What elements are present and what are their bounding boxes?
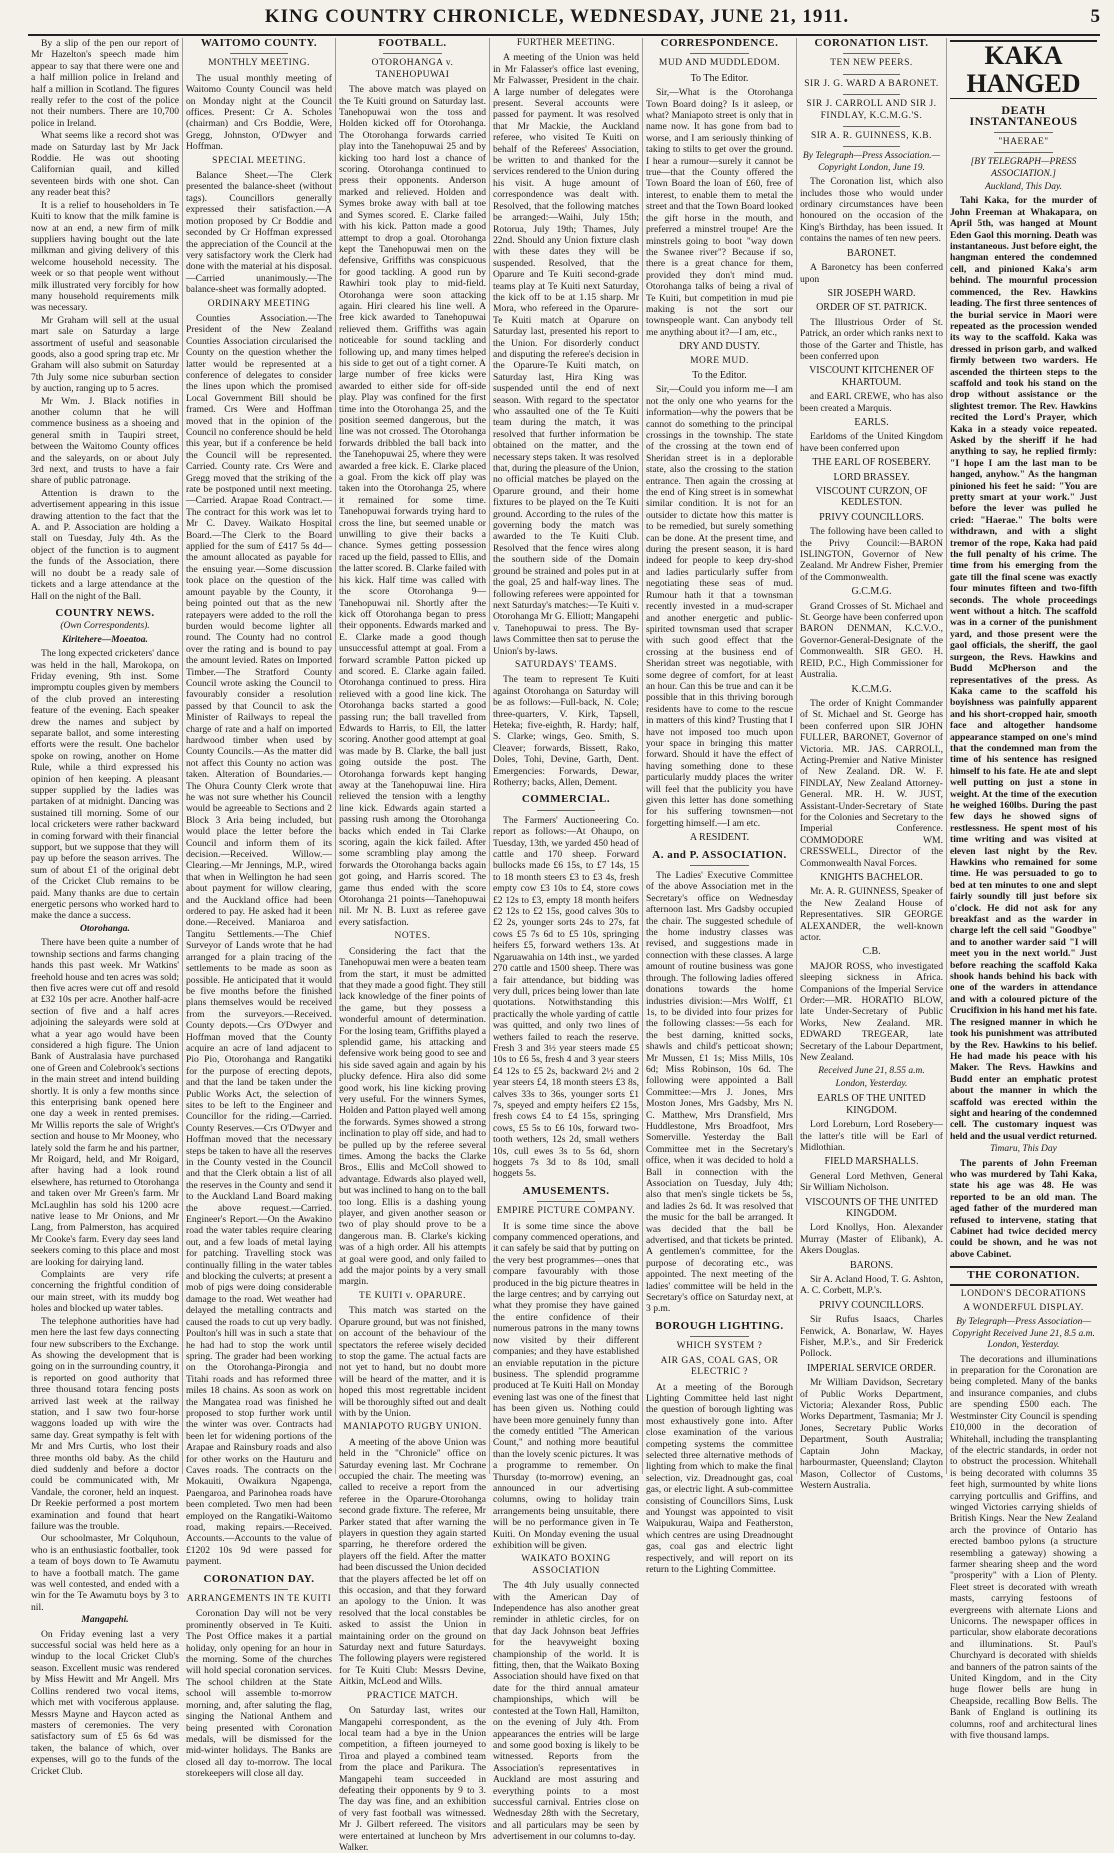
section-heading: AMUSEMENTS. xyxy=(522,1184,610,1197)
section-subheading: "HAERAE" xyxy=(998,136,1049,147)
section-subheading: SIR J. CARROLL AND SIR J. FINDLAY, K.C.M.G.'S. xyxy=(806,99,937,121)
dateline: [BY TELEGRAPH—PRESS ASSOCIATION.] xyxy=(970,157,1077,179)
paragraph: A Baronetcy has been conferred upon xyxy=(800,262,943,285)
article-heading: Mangapehi. xyxy=(81,1615,129,1626)
section-heading: BOROUGH LIGHTING. xyxy=(655,1319,784,1332)
page-number: 5 xyxy=(1090,6,1100,27)
divider xyxy=(230,53,288,54)
section-subheading: AIR GAS, COAL GAS, OR ELECTRIC ? xyxy=(660,1355,779,1378)
letter-signature: DRY AND DUSTY. xyxy=(679,341,760,353)
divider xyxy=(843,146,900,147)
paragraph: The Farmers' Auctioneering Co. report as follows:—At Ohaupo, on Tuesday, 13th, we yarded 450 head of cattle and 170 sheep. Forward bullocks made £6 15s, to £7 14s, 15 to 18 month steers £3 to £3 4s, fresh empty cow £3 10s to £4, store cows £2 12s to £3, empty 18 month heifers £2 12s to £2 15s, good calves 30s to £2 2s, younger sorts 24s to 27s, fat cows £5 7s 6d to £5 10s, springing heifers £5, forward wethers 13s. At Ngaruawahia on 14th inst., we yarded 270 cattle and 1500 sheep. There was a fair attendance, but bidding was very dull, prices being lower than late quotations. Notwithstanding this practically the whole yarding of cattle was quitted, and only two lines of wethers failed to reach the reserve. Fresh 3 and 3½ year steers made £5 10s to £6 5s, fresh 4 and 3 year steers £4 12s to £5 2s, backward 2½ and 2 year steers £4, 18 month steers £3 8s, calves 33s to 36s, younger sorts £1 7s, speyed and empty heifers £2 15s, fresh cows £4 to £4 15s, springing cows, £5 5s to £6 10s, forward two-tooth wethers, 12s 2d, small wethers 10s, cull ewes 3s to 5s 6d, shorn hoggets 7s 3d to 8s 10d, small hoggets 5s. xyxy=(493,814,639,1180)
column-7 xyxy=(946,38,1100,1742)
section-heading: CORRESPONDENCE. xyxy=(660,37,779,49)
paragraph: Sir,—Could you inform me—I am not the only one who yearns for the information—why the powers that be cannot do something to the principal crossings in the township. The state of the crossing at the town end of Sheridan street is in a deplorable state, also the crossing to the station entrance. Then again the crossing at the end of King street is in somewhat similar condition. It is not for an outsider to dictate how this matter is to be remedied, but surely something can be done. At the present time, and during the present season, it is hard indeed for people to keep dry-shod and ladies particularly suffer from negotiating these seas of mud. Rumour hath it that a townsman recently invested in a mud-scraper and another energetic and public-spirited townsman used that scraper with such good effect that the crossing at the business end of Sheridan street was negotiable, with some degree of comfort, for at least an hour. Can this be true and can it be possible that in this thriving borough residents have to come to the rescue in matters of this kind? Trusting that I have not imposed too much upon your space in bringing this matter forward. Should it have the effect of having something done to these particularly muddy places the writer will feel that the publicity you have given this letter has done something for his suffering townsmen—not forgetting himself.—I am etc. xyxy=(646,384,793,829)
honour-heading: ORDER OF ST. PATRICK. xyxy=(816,302,927,314)
paragraph: At a meeting of the Borough Lighting Committee held last night the question of borough lighting was most exhaustively gone into. After close examination of the various competing systems the committee selected three alternative methods of lighting from which to make the final selection, viz. Dreadnought gas, coal gas, or electric light. A sub-committee consisting of Councillors Sims, Lusk and Youngst was appointed to visit Waipukurau, Waipa and Featherston, which centres are using Dreadnought gas, coal gas and electric light respectively, and will report on its return to the Lighting Committee. xyxy=(646,1381,793,1575)
honour-heading: PRIVY COUNCILLORS. xyxy=(819,1299,924,1311)
section-heading: DEATH INSTANTANEOUS xyxy=(969,103,1078,129)
paragraph: A meeting of the above Union was held in the "Chronicle" office on Saturday evening last. Mr Cochrane occupied the chair. The meeting was called to receive a report from the referee in the Oparure-Otorohanga second grade fixture. The referee, Mr Parker stated that after warning the players in question they again started sparring, he therefore ordered the players off the field. After the matter had been discussed the Union decided that the players affected be let off on this occasion, and that they forward an apology to the Union. It was resolved that the local constables be asked to assist the Union in maintaining order on the ground on Saturday next and future Saturdays. The following players were registered for Te Kuiti Club: Messrs Devine, Aitkin, McLeod and Wills. xyxy=(339,1436,486,1688)
paragraph: The usual monthly meeting of Waitomo County Council was held on Monday night at the Council offices. Present: Cr A. Scholes (chairman) and Crs Boddie, Were, Gregg, Johnston, O'Dwyer and Hoffman. xyxy=(186,72,332,153)
paragraph: The Coronation list, which also includes those who would under ordinary circumstances have been honoured on the occasion of the King's Birthday, has been issued. It contains the names of ten new peers. xyxy=(800,176,943,245)
paragraph: The order of Knight Commander of St. Michael and St. George has been conferred upon SIR JOHN FULLER, BARONET, Governor of Victoria. MR. JAS. CARROLL, Acting-Premier and Native Minister of New Zealand. DR. W. F. FINDLAY, New Zealand Attorney-General. MR. H. W. JUST, Assistant-Under-Secretary of State for the Colonies and Secretary to the Imperial Conference. COMMODORE WM. CRESSWELL, Director of the Commonwealth Naval Forces. xyxy=(800,697,943,869)
divider xyxy=(843,126,900,127)
paragraph: Mr. A. R. GUINNESS, Speaker of the New Zealand House of Representatives. SIR GEORGE ALEXANDER, the well-known actor. xyxy=(800,886,943,944)
divider xyxy=(690,53,749,54)
masthead-rule xyxy=(28,34,1100,36)
honour-heading: PRIVY COUNCILLORS. xyxy=(819,511,924,523)
paragraph: Considering the fact that the Tanehopuwai men were a beaten team from the start, it must be admitted that they made a good fight. They still lack knowledge of the finer points of the game, but they possess a wonderful amount of determination. For the losing team, Griffiths played a splendid game, his attacking and defensive work being good to see and his side saved again and again by his plucky defence. Hira also did some good work, his line kicking proving very useful. For the winners Symes, Holden and Patton played well among the forwards. Symes showed a strong inclination to play off side, and had to be pulled up by the referee several times. Among the backs the Clarke Bros., Ellis and McColl showed to advantage. Edwards also played well, but was inclined to hang on to the ball too long. Ellis is a dashing young player, and given another season or two of play should prove to be a dangerous man. B. Clarke's kicking was of a high order. All his attempts at goal were good, and only failed to add the major points by a very small margin. xyxy=(339,945,486,1288)
letter-address: To The Editor. xyxy=(690,72,749,84)
newspaper-title: KING COUNTRY CHRONICLE, WEDNESDAY, JUNE 21, 1911. xyxy=(264,6,850,27)
section-subheading: MORE MUD. xyxy=(690,355,749,366)
paragraph: On Friday evening last a very successful social was held here as a windup to the local Cricket Club's season. Excellent music was rendered by Miss Hewitt and Mr Angell. Mrs Collins rendered two vocal items, which met with vociferous applause. Messrs Mayne and Haycon acted as masters of ceremonies. The very satisfactory sum of £5 6s 6d was taken, the balance of which, over expenses, will go to the funds of the Cricket Club. xyxy=(31,1628,179,1777)
honour-name: VISCOUNT CURZON, OF KEDLESTON. xyxy=(815,486,928,509)
divider xyxy=(843,94,900,95)
section-subheading: SIR A. R. GUINNESS, K.B. xyxy=(810,131,932,142)
section-subheading: MANIAPOTO RUGBY UNION. xyxy=(343,1422,482,1433)
article-heading: Otorohanga. xyxy=(80,923,130,934)
paragraph: Mr Graham will sell at the usual mart sale on Saturday a large assortment of useful and seasonable goods, also a good spring trap etc. Mr Graham will also submit on Saturday 7th July some nice suburban section by auction, ranging up to 5 acres. xyxy=(31,314,179,395)
section-subheading: MONTHLY MEETING. xyxy=(208,58,310,69)
page-columns xyxy=(28,37,1100,1853)
paragraph: This match was started on the Oparure ground, but was not finished, on account of the behaviour of the spectators the referee wisely decided to stop the game. The actual facts are not yet to hand, but no doubt more will be heard of the matter, and it is hoped this most regrettable incident will be thoroughly sifted out and dealt with by the Union. xyxy=(339,1305,486,1419)
paragraph: Counties Association.—The President of the New Zealand Counties Association circularised the County on the question whether the latter would be represented at a conference of delegates to consider the lines upon which the promised Local Government Bill should be framed. Crs Were and Hoffman moved that in the opinion of the Council no conference should be held this year, but if a conference be held the Council will be represented. Carried. County rate. Crs Were and Gregg moved that the striking of the rate be postponed until next meeting.—Carried. Arapae Road Contract.—The contract for this work was let to Mr C. Davey. Waikato Hospital Board.—The Clerk to the Board applied for the sum of £417 5s 4d—the amount allocated as payable for the ensuing year.—Some discussion took place on the question of the amount payable by the County, it being pointed out that as the new ratepayers were added to the roll the burden would become lighter all round. The County had no control over the rating and is bound to pay the amount levied. Rates on Imported Timber.—The Stratford County Council wrote asking the Council to favourably consider a resolution passed by that Council to ask the Minister of Railways to repeal the charge of rate and a half on imported hardwood timber when used by County Councils.—As the matter did not affect this County no action was taken. Alteration of Boundaries.—The Ohura County Clerk wrote that he was not sure whether his Council would be agreeable to Sections and 2 Block 3 Aria being included, but would place the letter before the Council and inform them of its decision.—Received. Willow.—Clearing.—Mr Jennings, M.P., wired that when in Wellington he had seen about payment for willow clearing, and the Auckland office had been ordered to pay. He asked had it been done.—Received. Maniaroa and Tangitu Settlements.—The Chief Surveyor of Lands wrote that he had arranged for a plain tracing of the settlements to be made as soon as possible. He anticipated that it would be five months before the finished plans themselves would be received from the surveyors.—Received. County depots.—Crs O'Dwyer and Hoffman moved that the County acquire an acre of land adjacent to Pio Pio, Otorohanga and Rangatiki for the purpose of erecting depots, and that the land be taken under the Public Works Act, the selection of sites to be left to the Engineer and Councillor for the riding.—Carried. County Reserves.—Crs O'Dwyer and Hoffman moved that the necessary steps be taken to have all the reserves in the County vested in the Council and that the Clerk obtain a list of all the reserves in the County and send it to the Auckland Land Board making the above request.—Carried. Engineer's Report.—On the Awakino road the water tables require clearing out, and a few loads of metal laying for patching. Travelling stock was continually filling in the water tables and blocking the culverts; at present a mob of pigs were doing considerable damage to the road. Wet weather had delayed the metalling contracts and caused the roads to cut up very badly. Poulton's hill was in such a state that he had had to stop the work until spring. The grader had been working on the Otorohanga-Pirongia and Titahi roads and has reformed three miles 18 chains. As soon as work on the Mangatea road was finished he proposed to stop further work until the winter was over. Contracts had been let for widening portions of the Arapae and Rainsbury roads and also for other works on the Hauturu and Caves roads. The contracts on the Mokauiti, Owaikura Ngapenga, Paengaroa, and Parinohea roads have been completed. Two men had been employed on the Rangatiki-Waitomo road, making repairs.—Received. Accounts.—Accounts to the value of £1202 10s 9d were passed for payment. xyxy=(186,312,332,1568)
paragraph: The Ladies' Executive Committee of the above Association met in the Secretary's office on Wednesday afternoon last. Mrs Gadsby occupied the chair. The suggested schedule of the home industry classes was revised, and suggestions made in connection with these classes. A large amount of routine business was gone through. The following ladies offered donations towards the home industries division:—Mrs Wolff, £1 1s, to be divided into four prizes for the following classes:—5s each for the best darning, knitted socks, shawls and child's petticoat shown; Mr Mussen, £1 1s; Miss Mills, 10s 6d; Miss Robinson, 10s 6d. The following were appointed a Ball Committee:—Mrs J. Jones, Mrs Moston Jones, Mrs Gadsby, Mrs N. C. Matthew, Mrs Dransfield, Mrs Huddlestone, Mrs Broadfoot, Mrs Somerville. Yesterday the Ball Committee met in the Secretary's office, when it was decided to hold a Ball in connection with the Association on Tuesday, July 4th; also that men's single tickets be 5s, and ladies 2s 6d. It was resolved that the music for the ball be arranged. It was decided that the ball be advertised, and that tickets be printed. A gentlemen's committee, for the purpose of decorating etc., was appointed. The next meeting of the ladies' committee will be held in the Secretary's office on Saturday next, at 3 p.m. xyxy=(646,870,793,1315)
honour-heading: VISCOUNTS OF THE UNITED KINGDOM. xyxy=(805,1196,938,1219)
column-2 xyxy=(182,37,335,1780)
paragraph: What seems like a record shot was made on Saturday last by Mr Jack Roddie. He was out shooting Californian quail, and killed seventeen birds with one shot. Can any reader beat this? xyxy=(31,130,179,199)
section-subheading: ARRANGEMENTS IN TE KUITI xyxy=(186,1594,332,1605)
honour-name: THE EARL OF ROSEBERY. xyxy=(812,457,931,469)
section-heading: COUNTRY NEWS. xyxy=(55,606,155,619)
dateline: By Telegraph—Press Association.—Copyright London, June 19. xyxy=(802,151,941,173)
divider xyxy=(843,53,900,54)
paragraph: The long expected cricketers' dance was held in the hall, Marokopa, on Friday evening, 9th inst. Some impromptu couples given by members of the club proved an interesting feature of the evening. Each speaker drew the names and subject by separate ballot, and some interesting efforts were the result. One bachelor spoke on rowing, another on Home Rule, while a third expressed his opinion of hen keeping. A pleasant supper supplied by the ladies was partaken of at midnight. Dancing was sustained till morning. Some of our local cricketers were rather backward in coming forward with their financial support, but we suppose that they will pay up before the season arrives. The sum of about £1 of the original debt of the Cricket Club remains to be paid. Many thanks are due to certain energetic persons who worked hard to make the dance a success. xyxy=(31,648,179,922)
paragraph: A meeting of the Union was held in Mr Falasser's office last evening, Mr Falwasser, President in the chair. A large number of delegates were present. Several accounts were passed for payment. It was resolved that Mr Mackie, the Auckland referee, who visited Te Kuiti on behalf of the Referees' Association, be written to and thanked for the services rendered to the Union during his visit. A huge amount of correspondence was dealt with. Resolved, that the following matches be arranged:—Waihi, July 15th; Rotorua, July 19th; Thames, July 22nd. Should any Union fixture clash with these dates they will be suspended. Resolved, that the Oparure and Te Kuiti second-grade teams play at Te Kuiti next Saturday, the kick off to be at 1.15 sharp. Mr Mora, who refereed in the Oparure-Te Kuiti match at Oparure on Saturday last, presented his report to the Union. For disorderly conduct and disputing the referee's decision in the Oparure-Te Kuiti match, on Saturday last, Hira King was suspended until the end of next season. With regard to the spectator who assaulted one of the Te Kuiti team during the match, it was resolved that further information be obtained on the matter, and the necessary steps taken. It was resolved that, during the pleasure of the Union, no official matches be played on the Oparure ground, and their home fixtures to be played on the Te Kuiti ground. According to the rules of the governing body the match was awarded to the Te Kuiti Club. Resolved that the fence wires along the southern side of the Domain ground be strained and poles put in at the goal, 25 and half-way lines. The following referees were appointed for next Saturday's matches:—Te Kuiti v. Otorohanga Mr G. Elliott; Mangapehi v. Tanehopuwai to press. The By-laws Committee then sat to peruse the Union's by-laws. xyxy=(493,52,640,657)
divider xyxy=(537,810,595,811)
section-subheading: NOTES. xyxy=(394,931,431,942)
paragraph: Grand Crosses of St. Michael and St. George have been conferred upon BARON DENMAN, K.C.V.O., Governor-General-Designate of the Commonwealth. SIR GEO. H. REID, P.C., High Commissioner for Australia. xyxy=(800,600,943,681)
divider xyxy=(843,74,900,75)
divider xyxy=(690,1336,749,1337)
paragraph: The parents of John Freeman who was murdered by Tahi Kaka, state his age was 48. He was reported to be an old man. The aged father of the murdered man refused to intervene, stating that Cabinet had twice decided mercy could be shown, and he was not above Cabinet. xyxy=(950,1157,1097,1260)
section-heading: COMMERCIAL. xyxy=(521,793,611,806)
paragraph: Mr Wm. J. Black notifies in another column that he will commence business as a shoeing and general smith in Taupiri street, between the Waitomo County offices and the saleyards, on or about July 3rd next, and trusts to have a fair share of public patronage. xyxy=(31,395,179,487)
section-subheading: WAIKATO BOXING ASSOCIATION xyxy=(521,1554,611,1576)
column-5 xyxy=(642,37,796,1575)
paragraph: The decorations and illuminations in preparation for the Coronation are being completed. Many of the banks and insurance companies, and clubs are spending £500 each. The Westminster City Council is spending £10,000 in the decoration of Whitehall, including the transplanting of the electric standards, in order not to obstruct the procession. Whitehall is being decorated with columns 35 feet high, surmounted by white lions carrying portcullis and Griffins, and winged Victories carrying shields of British Kings. Near the New Zealand arch the province of Ontario has erected bamboo pylons (a structure resembling a gateway) showing a farmer shearing sheep and the word "prosperity" with a Lion of Plenty. Fleet street is decorated with wreath masts, carrying festoons of evergreens with alternate Lions and Unicorns. The newspaper offices in particular, show elaborate decorations and illuminations. St. Paul's Churchyard is decorated with shields and banners of the patron saints of the United Kingdom, and in the City huge flower bells are hung in Cheapside, recalling Bow Bells. The Bank of England is outlining its columns, roof and architectural lines with five thousand lamps. xyxy=(950,1353,1097,1742)
honour-heading: BARONET. xyxy=(847,247,896,259)
section-subheading: SATURDAYS' TEAMS. xyxy=(514,659,618,670)
paragraph: Sir,—What is the Otorohanga Town Board doing? Is it asleep, or what? Maniapoto street is only that in name now. It has gone from bad to worse, and I am seriously thinking of taking to stilts to get over the ground. I hear a rumour—surely it cannot be true—that the County offered the Town Board the loan of £60, free of interest, to enable them to metal the street and that the Town Board looked the gift horse in the mouth, and preferred a minstrel troupe! Are the minstrels going to boot "way down the Swanee river"? Because if so, there is a great chance for them, provided they don't mind mud. Otorohanga talks of being a rival of Te Kuiti, but competition in mud pie making is not the sort our townspeople want. Can anybody tell me anything about it?—I am, etc., xyxy=(646,87,793,338)
column-1 xyxy=(28,38,182,1777)
paragraph: Mr William Davidson, Secretary of Public Works Department, Victoria; Alexander Ross, Public Works Department, Tasmania; Mr J. Jones, Secretary Public Works Department, South Australia; Captain John Mackay, harbourmaster, Queensland; Clayton Mason, Collector of Customs, Western Australia. xyxy=(800,1377,943,1491)
paragraph: The following have been called to the Privy Council:—BARON ISLINGTON, Governor of New Zealand. Mr Andrew Fisher, Premier of the Commonwealth. xyxy=(800,526,943,583)
section-heading: FOOTBALL. xyxy=(378,37,447,49)
headline: KAKA HANGED xyxy=(950,40,1097,99)
section-subheading: SIR J. G. WARD A BARONET. xyxy=(804,78,939,89)
dateline: Timaru, This Day xyxy=(990,1144,1057,1155)
section-subheading: ORDINARY MEETING xyxy=(207,298,311,309)
column-3 xyxy=(335,37,489,1853)
section-subheading: OTOROHANGA v. TANEHOPUWAI xyxy=(371,58,454,80)
section-heading: CORONATION LIST. xyxy=(814,37,929,49)
paragraph: Our schoolmaster, Mr Colquhoun, who is an enthusiastic footballer, took a team of boys down to Te Awamutu to have a football match. The game was well contested, and ended with a win for the Te Awamutu boys by 3 to nil. xyxy=(31,1533,179,1613)
masthead xyxy=(0,4,1114,34)
honour-name: LORD BRASSEY. xyxy=(833,471,910,483)
section-subheading: TEN NEW PEERS. xyxy=(830,58,913,69)
dateline: Received June 21, 8.55 a.m. xyxy=(818,1065,925,1076)
honour-heading: KNIGHTS BACHELOR. xyxy=(820,872,923,883)
section-subheading: MUD AND MUDDLEDOM. xyxy=(658,58,781,69)
divider xyxy=(230,1589,288,1590)
section-subheading: EMPIRE PICTURE COMPANY. xyxy=(496,1206,636,1217)
dateline: By Telegraph—Press Association—Copyright Received June 21, 8.5 a.m. London, Yesterday. xyxy=(952,1317,1095,1351)
paragraph: Attention is drawn to the advertisement appearing in this issue drawing attention to the fact that the A. and P. Association are holding a stall on Tuesday, July 4th. As the object of the function is to augment the funds of the Association, there will no doubt be a ready sale of tickets and a large attendance at the Hall on the night of the Ball. xyxy=(31,487,179,602)
paragraph: The team to represent Te Kuiti against Otorohanga on Saturday will be as follows:—Full-back, N. Cole; three-quarters, V. Kirk, Tapsell, Heteka; five-eighth, R. Hardy; half, S. Clarke; wings, Geo. Smith, S. Cleaver; forwards, Bissett, Rako, Doles, Tohi, Devine, Garth, Dent. Emergencies: Forwards, Dewar, Rotherry; backs, Allen, Dement. xyxy=(493,674,639,788)
divider xyxy=(994,132,1053,133)
section-subheading: TE KUITI v. OPARURE. xyxy=(359,1290,466,1301)
column-4 xyxy=(489,38,642,1843)
section-subheading: WHICH SYSTEM ? xyxy=(676,1341,763,1352)
letter-signature: A RESIDENT. xyxy=(689,832,750,844)
column-6 xyxy=(796,37,946,1491)
honour-heading: G.C.M.G. xyxy=(851,586,892,598)
dateline: Auckland, This Day. xyxy=(984,182,1063,193)
paragraph: It is some time since the above company commenced operations, and it can safely be said that by putting on the very best programmes—ones that compare favourably with those produced in the big picture theatres in the large centres; and by carrying out what they promise they have gained the entire confidence of their numerous patrons in the many towns now visited by their different companies; and they have established an enviable reputation in the picture business. The splendid programme produced at Te Kuiti Hall on Monday evening last was one of the finest that has been given us. Nothing could have been more genuinely funny than the comedy entitled "The American Count," and nothing more beautiful than the lovely scenic pictures. It was a programme to remember. On Thursday (to-morrow) evening, an announced in our advertising columns, owing to holiday train arrangements being unsuitable, there will be no performance given in Te Kuiti. On Monday evening the usual exhibition will be given. xyxy=(493,1220,640,1551)
divider xyxy=(994,152,1053,153)
paragraph: Tahi Kaka, for the murder of John Freeman at Whakapara, on April 5th, was hanged at Mount Eden Gaol this morning. Death was instantaneous. Just before eight, the hangman entered the condemned cell, and pinioned Kaka's arm behind. The mournful procession commenced, the Rev. Hawkins leading. The first three sentences of the burial service in Maori were repeated as the procession wended its way to the scaffold. Kaka was dressed in prison garb, and walked firmly between two warders. He ascended the thirteen steps to the scaffold and took his stand on the drop without assistance or the slightest tremor. The Rev. Hawkins recited the Lord's Prayer, which Kaka in a steady voice repeated. Asked by the sheriff if he had anything to say, he replied firmly: "I hope I am the last man to be hanged, anyhow." As the hangman pinioned his feet he said: "You are pretty smart at your work." Just before the lever was pulled he cried: "Haerae." The bolts were withdrawn, and with a slight tremor of the rope, Kaka had paid the full penalty of his crime. The time from his emerging from the gate till the final scene was exactly four minutes fifteen and two-fifth seconds. The whole proceedings went without a hitch. The scaffold was in a corner of the punishment yard, and those present were the gaol officials, the sheriff, the gaol surgeon, the Revs. Hawkins and Budd McPherson and the representatives of the press. As Kaka came to the scaffold his boyishness was painfully apparent and his short-cropped hair, smooth face and altogether handsome appearance stamped on one's mind that the condemned man from the time of his sentence has resigned himself to his fate. He ate and slept well putting on just a stone in weight. At the time of the execution he weighed 160lbs. During the past few days he showed signs of restlessness. He spent most of his time writing and was visited at eleven last night by the Rev. Hawkins who remained for some time. He was persuaded to go to bed at ten minutes to one and slept fairly soundly till just before six o'clock. He did not ask for any breakfast and as the warder in charge left the cell said "Goodbye" and to another warder said "I will meet you in the next world." Just before reaching the scaffold Kaka shook hands behind his back with one of the warders in attendance and with a coloured picture of the Crucifixion in his hand met his fate. The resigned manner in which he took his punishment was attributed by the Rev. Hawkins to his belief. He had made his peace with his Maker. The Revs. Hawkins and Budd enter an emphatic protest about the manner in which the scaffold was erected within the sight and hearing of the condemned cell. The customary inquest was held and the usual verdict returned. xyxy=(950,195,1097,1142)
letter-address: To the Editor. xyxy=(692,369,747,381)
paragraph: The Illustrious Order of St. Patrick, an order which ranks next to those of the Garter and Thistle, has been conferred upon xyxy=(800,316,943,362)
paragraph: On Saturday last, writes our Mangapehi correspondent, as the local team had a bye in the Union competition, a fifteen journeyed to Tiroa and played a combined team from the place and Parikura. The Mangapehi team succeeded in defeating their opponents by 9 to 3. The day was fine, and an exhibition of very fast football was witnessed. Mr J. Gilbert refereed. The visitors were entertained at luncheon by Mrs Walker. xyxy=(339,1705,486,1853)
honour-heading: EARLS OF THE UNITED KINGDOM. xyxy=(817,1093,926,1116)
paragraph: The telephone authorities have had men here the last few days connecting four new subscribers to the Exchange. As showing the development that is going on in the surrounding country, it is reported on good authority that three thousand totara fencing posts arrived last week at the railway station, and I saw two four-horse waggons loaded up with wire the same day. Great sympathy is felt with Mr and Mrs Curtis, who lost their three months old baby. As the child died suddenly and before a doctor could be communicated with, Mr Vandale, the coroner, held an inquest. Dr Reekie performed a post mortem examination and found that heart failure was the trouble. xyxy=(31,1315,179,1532)
honour-heading: EARLS. xyxy=(854,416,889,428)
section-subheading: (Own Correspondents). xyxy=(60,621,150,632)
paragraph: Balance Sheet.—The Clerk presented the balance-sheet (without tags). Councillors generally expressed their satisfaction.—A motion proposed by Cr Boddie and seconded by Cr Hoffman expressed the appreciation of the Council at the very satisfactory work the Clerk had done with the material at his disposal.—Carried unanimously.—The balance-sheet was formally adopted. xyxy=(186,170,332,296)
paragraph: Coronation Day will not be very prominently observed in Te Kuiti. The Post Office makes it a partial holiday, only opening for an hour in the morning. Some of the churches will hold special coronation services. The school children at the State school will assemble to-morrow morning, and, after saluting the flag, singing the National Anthem and being presented with Coronation medals, will be dismissed for the mid-winter holidays. The Banks are closed all day to-morrow. The local storekeepers will close all day. xyxy=(186,1608,332,1780)
paragraph: The 4th July usually connected with the American Day of Independence has also another great reminder in athletic circles, for on that day Jack Johnson beat Jeffries for the heavyweight boxing championship of the world. It is fitting, then, that the Waikato Boxing Association should have fixed on that date for the third annual amateur championships, which will be contested at the Town Hall, Hamilton, on the evening of July 4th. From appearances the entries will be large and some good boxing is likely to be witnessed. Reports from the Association's representatives in Auckland are most assuring and everything points to a most successful carnival. Entries close on Wednesday 28th with the Secretary, and all particulars may be seen by advertisement in our columns to-day. xyxy=(493,1580,639,1843)
paragraph: Lord Knollys, Hon. Alexander Murray (Master of Elibank), A. Akers Douglas. xyxy=(800,1222,943,1257)
section-subheading: LONDON'S DECORATIONS xyxy=(960,1288,1087,1299)
paragraph: Sir Rufus Isaacs, Charles Fenwick, A. Bonarlaw, W. Hayes Fisher, M.P.'s., and Sir Frederick Pollock. xyxy=(800,1314,943,1360)
paragraph: It is a relief to householders in Te Kuiti to know that the milk famine is now at an end, a new firm of milk suppliers having bought out the late milkman and giving delivery of this welcome household necessity. The week or so that people went without milk illustrated very forcibly for how many household requirements milk was necessary. xyxy=(31,199,179,314)
section-heading: CORONATION DAY. xyxy=(203,1572,315,1585)
paragraph: General Lord Methven, General Sir William Nicholson. xyxy=(800,1170,943,1194)
paragraph: MAJOR ROSS, who investigated sleeping sickness in Africa. Companions of the Imperial Service Order:—MR. HORATIO BLOW, late Under-Secretary of Public Works, New Zealand. MR. EDWARD TREGEAR, late Secretary of the Labour Department, New Zealand. xyxy=(800,960,943,1064)
honour-heading: BARONS. xyxy=(849,1259,894,1271)
section-subheading: FURTHER MEETING. xyxy=(516,38,616,48)
paragraph: Complaints are very rife concerning the frightful condition of our main street, with its muddy bog holes and blocked up water tables. xyxy=(31,1269,179,1315)
honour-name: SIR JOSEPH WARD. xyxy=(827,287,916,299)
dateline: London, Yesterday. xyxy=(835,1078,908,1089)
honour-name: VISCOUNT KITCHENER OF KHARTOUM. xyxy=(809,365,934,388)
divider xyxy=(537,1201,595,1202)
section-heading: WAITOMO COUNTY. xyxy=(200,37,318,49)
paragraph: Lord Loreburn, Lord Rosebery—the latter's title will be Earl of Midlothian. xyxy=(800,1119,943,1153)
paragraph: Sir A. Acland Hood, T. G. Ashton, A. C. Corbett, M.P.'s. xyxy=(800,1274,943,1297)
paragraph: and EARL CREWE, who has also been created a Marquis. xyxy=(800,391,943,414)
paragraph: By a slip of the pen our report of Mr Hazelton's speech made him appear to say that there were one and a half million police in Ireland and half a million in Scotland. The figures really refer to the cost of the police not their numbers. There are 10,700 police in Ireland. xyxy=(31,38,179,129)
article-heading: Kiritehere—Moeatoa. xyxy=(62,634,148,645)
paragraph: Earldoms of the United Kingdom have been conferred upon xyxy=(800,431,943,454)
honour-heading: K.C.M.G. xyxy=(851,683,892,695)
paragraph: The above match was played on the Te Kuiti ground on Saturday last. Tanehopuwai won the toss and Holden kicked off for Otorohanga. The Otorohanga forwards carried play into the Tanehopuwai 25 and by kicking too hard lost a chance of scoring. Otorohanga continued to press their opponents. Anderson marked and relieved. Holden and Symes broke away with ball at toe and Symes scored. E. Clarke failed with his kick. Patton made a good attempt to drop a goal. Otorohanga kept the Tanehopuwai men on the defensive, Griffiths was conspicuous for good tackling. A good run by Rawhiri took play to mid-field. Otorohanga were soon attacking again. Hiri cleared his line well. A free kick awarded to Tanehopuwai relieved them. Griffiths was again noticeable for sound tackling and following up, and many times helped his side to get out of a tight corner. A large number of free kicks were awarded to either side for off-side play. Play was confined for the first time into the Otorohanga 25, and the position seemed dangerous, but the line was not crossed. The Otorohanga forwards dribbled the ball back into the Tanehopuwai 25, where they were awarded a free kick. E. Clarke placed a goal. From the kick off play was taken into the Otorohanga 25, where it remained for some time. Tanehopuwai forwards trying hard to cross the line, but seemed unable or unwilling to give their backs a chance. Symes getting possession raced up the field, passed to Ellis, and the latter scored. B. Clarke failed with his kick. Half time was called with the score Otorohanga 9—Tanehopuwai nil. Shortly after the kick off Otorohanga began to press their opponents. Edwards marked and E. Clarke made a good though unsuccessful attempt at goal. From a forward scramble Patton picked up and scored. E. Clarke again failed. Otorohanga continued to press. Hira relieved with a good line kick. The Otorohanga backs started a good passing run; the ball travelled from Edwards to Harris, to Ell, the latter scoring. Another good attempt at goal was made by B. Clarke, the ball just going outside the post. The Otorohanga forwards kept hanging away at the Tanehopuwai line. Hira relieved the tension with a lengthy line kick. Edwards again started a passing rush among the Otorohanga backs which ended in Tai Clarke scoring, again the kick failed. After some scrambling play among the forwards the Otorohanga backs again got going, and Harris scored. The game thus ended with the score Otorohanga 21 points—Tanehopuwai nil. Mr N. B. Luxt as referee gave every satisfaction. xyxy=(339,84,486,928)
section-subheading: PRACTICE MATCH. xyxy=(366,1690,459,1701)
honour-heading: FIELD MARSHALLS. xyxy=(824,1156,919,1168)
section-heading: A. and P. ASSOCIATION. xyxy=(652,848,787,861)
section-subheading: A WONDERFUL DISPLAY. xyxy=(963,1303,1084,1314)
paragraph: There have been quite a number of township sections and farms changing hands this past week. Mr Watkins' freehold house and ten acres was sold; then five acres were cut off and resold at £32 10s per acre. Another half-acre section of five and a half acres adjoining the saleyards were sold at what a year ago would have been considered a high figure. The Union Bank of Australasia have purchased one of Green and Colebrook's sections in the main street and intend building shortly. It is only a few months since this enterprising bank opened here one day a week in rented premises. Mr Willis reports the sale of Wright's section and house to Mr Mooney, who lately sold the farm he and his partner, Mr Roigard, held, and Mr Roigard, after having had a look round elsewhere, has returned to Otorohanga and taken over Mr Green's farm. Mr McLaughlin has sold his 1200 acre native lease to Mr Onions, and Mr Lang, from Palmerston, has acquired Mr Cooke's farm. Every day sees land seekers coming to this place and most are looking for dairying land. xyxy=(31,937,179,1268)
section-subheading: SPECIAL MEETING. xyxy=(212,155,306,166)
honour-heading: IMPERIAL SERVICE ORDER. xyxy=(806,1362,937,1374)
honour-heading: C.B. xyxy=(862,946,881,958)
section-heading: THE CORONATION. xyxy=(950,1266,1097,1285)
divider xyxy=(690,865,749,866)
divider xyxy=(383,53,442,54)
